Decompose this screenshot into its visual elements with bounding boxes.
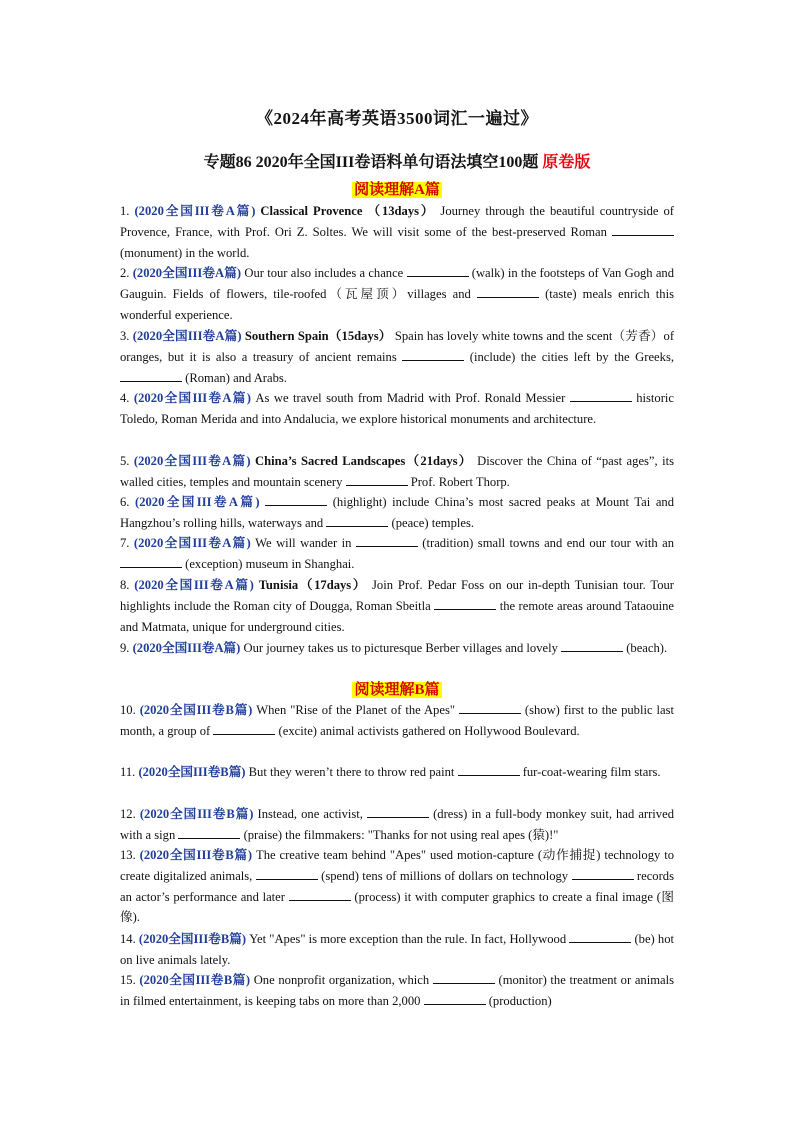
question-number: 8. [120, 578, 135, 592]
question-item [120, 762, 674, 783]
question-number: 11. [120, 765, 139, 779]
question-number: 10. [120, 703, 140, 717]
question-text: Join Prof. Pedar Foss on our in-depth Tunisian tour. Tour highlights include the Roman city of Dougga, Roman Sbeitla the remote areas around Tataouine and Matmata, unique for underground cities. [120, 578, 675, 634]
question-heading: Southern Spain（15days） [244, 329, 395, 343]
answer-blank[interactable] [346, 473, 408, 486]
question-item [120, 451, 674, 493]
question-item [120, 263, 674, 325]
question-source: (2020全国III卷A篇) [133, 536, 256, 550]
question-item [120, 492, 674, 534]
question-source: (2020全国III卷B篇) [139, 848, 257, 862]
question-item [120, 533, 674, 575]
question-source: (2020全国III卷A篇) [133, 391, 256, 405]
answer-blank[interactable] [569, 930, 631, 943]
question-source: (2020全国III卷B篇) [139, 807, 258, 821]
question-heading: China’s Sacred Landscapes（21days） [255, 454, 478, 468]
answer-blank[interactable] [289, 888, 351, 901]
question-source: (2020全国III卷B篇) [139, 703, 257, 717]
question-text: Journey through the beautiful countryside of Provence, France, with Prof. Ori Z. Soltes. We will visit some of the best-preserved Roman (monument) in the world. [120, 204, 675, 260]
answer-blank[interactable] [434, 597, 496, 610]
section-label: 阅读理解B篇 [354, 682, 440, 698]
question-source: (2020全国III卷A篇) [135, 495, 266, 509]
question-text: Instead, one activist, (dress) in a full-body monkey suit, had arrived with a sign (praise) the filmmakers: "Thanks for not using real apes (猿)!" [120, 807, 674, 842]
question-text: Spain has lovely white towns and the scent（芳香）of oranges, but it is also a treasury of ancient remains (include) the cities left by the Greeks, (Roman) and Arabs. [120, 329, 675, 385]
question-number: 5. [120, 454, 134, 468]
question-text: (highlight) include China’s most sacred peaks at Mount Tai and Hangzhou’s rolling hills, waterways and (peace) temples. [120, 495, 675, 530]
answer-blank[interactable] [572, 867, 634, 880]
question-text: As we travel south from Madrid with Prof. Ronald Messier historic Toledo, Roman Merida and into Andalucia, we explore historical monuments and architecture. [120, 391, 674, 426]
question-source: (2020全国III卷A篇) [132, 266, 245, 280]
question-item [120, 804, 674, 846]
question-text: We will wander in (tradition) small towns and end our tour with an (exception) museum in Shanghai. [120, 536, 674, 571]
question-source: (2020全国III卷B篇) [139, 973, 254, 987]
question-item [120, 575, 674, 637]
answer-blank[interactable] [459, 701, 521, 714]
answer-blank[interactable] [458, 763, 520, 776]
question-text: The creative team behind "Apes" used motion-capture (动作捕捉) technology to create digitalized animals, (spend) tens of millions of dollars on technology records an actor’s performance and later (process) it with computer graphics to create a final image (图像). [120, 848, 675, 925]
answer-blank[interactable] [570, 389, 632, 402]
answer-blank[interactable] [402, 348, 464, 361]
answer-blank[interactable] [407, 264, 469, 277]
question-number: 9. [120, 641, 133, 655]
question-number: 6. [120, 495, 136, 509]
question-text: When "Rise of the Planet of the Apes" (show) first to the public last month, a group of (excite) animal activists gathered on Hollywood Boulevard. [120, 703, 674, 738]
question-number: 1. [120, 204, 135, 218]
answer-blank[interactable] [561, 639, 623, 652]
answer-blank[interactable] [178, 826, 240, 839]
question-source: (2020全国III卷A篇) [132, 329, 245, 343]
answer-blank[interactable] [477, 285, 539, 298]
question-heading: Classical Provence （13days） [260, 204, 441, 218]
answer-blank[interactable] [356, 534, 418, 547]
answer-blank[interactable] [265, 493, 327, 506]
question-item [120, 638, 674, 659]
question-item [120, 388, 674, 430]
question-source: (2020全国III卷A篇) [132, 641, 244, 655]
question-heading: Tunisia（17days） [258, 578, 372, 592]
document-subtitle [0, 149, 794, 172]
question-item [120, 845, 674, 928]
question-number: 13. [120, 848, 140, 862]
answer-blank[interactable] [120, 555, 182, 568]
answer-blank[interactable] [256, 867, 318, 880]
question-source: (2020全国III卷A篇) [133, 454, 256, 468]
question-number: 4. [120, 391, 134, 405]
question-text: One nonprofit organization, which (monitor) the treatment or animals in filmed entertainment, is keeping tabs on more than 2,000 (production) [120, 973, 675, 1008]
answer-blank[interactable] [120, 369, 182, 382]
answer-blank[interactable] [612, 223, 674, 236]
question-text: Yet "Apes" is more exception than the rule. In fact, Hollywood (be) hot on live animals lately. [120, 932, 674, 967]
question-item [120, 970, 674, 1012]
question-text: Our tour also includes a chance (walk) in the footsteps of Van Gogh and Gauguin. Fields of flowers, tile-roofed（瓦屋顶）villages and (taste) meals enrich this wonderful experience. [120, 266, 675, 322]
section-heading-a [0, 178, 794, 199]
question-number: 3. [120, 329, 133, 343]
question-text: Our journey takes us to picturesque Berber villages and lovely (beach). [243, 641, 668, 655]
question-text: But they weren’t there to throw red paint fur-coat-wearing film stars. [248, 765, 661, 779]
answer-blank[interactable] [213, 722, 275, 735]
question-source: (2020全国III卷A篇) [134, 204, 261, 218]
section-label: 阅读理解A篇 [354, 182, 440, 198]
section-heading-b [0, 678, 794, 699]
question-number: 14. [120, 932, 139, 946]
subtitle-main: 专题86 2020年全国III卷语料单句语法填空100题 [203, 154, 539, 171]
question-item [120, 326, 674, 388]
document-title: 《2024年高考英语3500词汇一遍过》 [256, 109, 538, 128]
question-text: Discover the China of “past ages”, its walled cities, temples and mountain scenery Prof. Robert Thorp. [120, 454, 675, 489]
question-number: 7. [120, 536, 134, 550]
question-item [120, 201, 674, 263]
question-item [120, 700, 674, 742]
answer-blank[interactable] [326, 514, 388, 527]
question-number: 2. [120, 266, 133, 280]
question-source: (2020全国III卷A篇) [134, 578, 259, 592]
question-source: (2020全国III卷B篇) [138, 765, 249, 779]
answer-blank[interactable] [433, 971, 495, 984]
answer-blank[interactable] [367, 805, 429, 818]
question-item [120, 929, 674, 971]
answer-blank[interactable] [424, 992, 486, 1005]
question-number: 12. [120, 807, 140, 821]
version-label: 原卷版 [542, 154, 591, 171]
question-source: (2020全国III卷B篇) [138, 932, 250, 946]
question-number: 15. [120, 973, 140, 987]
